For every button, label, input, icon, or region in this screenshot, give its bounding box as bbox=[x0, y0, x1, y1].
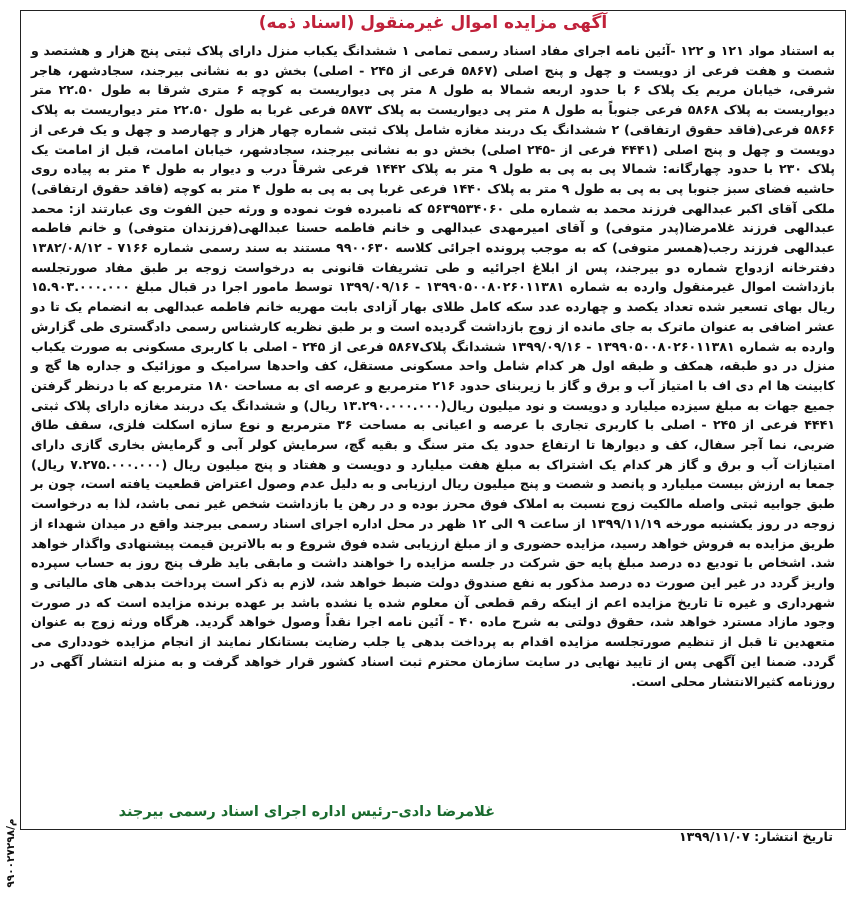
side-code-text: م/۹۹۰۰۲۷۲۹۸ bbox=[5, 818, 17, 888]
signature: غلامرضا دادی–رئیس اداره اجرای اسناد رسمی بیرجند bbox=[118, 804, 495, 820]
notice-title: آگهی مزایده اموال غیرمنقول (اسناد ذمه) bbox=[258, 13, 608, 33]
side-code bbox=[0, 818, 22, 888]
notice-frame bbox=[20, 10, 846, 844]
publication-date: تاریخ انتشار: ۱۳۹۹/۱۱/۰۷ bbox=[678, 829, 833, 844]
notice-body-paragraph: به استناد مواد ۱۲۱ و ۱۲۲ -آئین نامه اجرای مفاد اسناد رسمی تمامی ۱ ششدانگ یکباب منزل دارای پلاک ثبتی پنج هزار و هشتصد و شصت و هفت فرعی از دویست و چهل و پنج اصلی (۵۸۶۷ فرعی از ۲۴۵ - اصلی) بخش دو به نشانی بیرجند، سجادشهر، هاجر شرقی، خیابان مریم یک پلاک ۶ با حدود اربعه شمالا به طول ۸ متر پی دیواریست به کوچه ۶ متری شرقا به طول ۲۲.۵۰ متر دیواریست به پلاک ۵۸۶۸ فرعی جنوباً به طول ۸ متر پی دیواریست به پلاک ۵۸۷۳ فرعی غربا به طول ۲۲.۵۰ متر دیواریست به پلاک ۵۸۶۶ فرعی(فاقد حقوق ارتفاقی) ۲ ششدانگ یک دربند مغازه شامل پلاک ثبتی شماره چهار هزار و چهارصد و چهل و یک فرعی از دویست و چهل و پنج اصلی (۴۴۴۱ فرعی از -۲۴۵ اصلی) بخش دو به نشانی بیرجند، سجادشهر، خیابان امامت، قبل از امامت یک پلاک ۲۳۰ با حدود چهارگانه: شمالا پی به پی به طول ۹ متر به پلاک ۱۴۴۲ فرعی شرقاً درب و دیوار به طول ۴ متر به پیاده روی حاشیه فضای سبز جنوبا پی به پی به طول ۹ متر به پلاک ۱۴۴۰ فرعی غربا پی به پی به طول ۴ متر به کوچه (فاقد حقوق ارتفاقی) ملکی آقای اکبر عبدالهی فرزند محمد به شماره ملی ۵۶۳۹۵۳۴۰۶۰ که نامبرده فوت نموده و ورثه حین الفوت وی عبارتند از: محمد عبدالهی فرزند غلامرضا(پدر متوفی) و آقای امیرمهدی عبدالهی و خانم فاطمه حسنا عبدالهی(فرزندان متوفی) و خانم فاطمه عبدالهی فرزند رجب(همسر متوفی) که به موجب پرونده اجرائی کلاسه ۹۹۰۰۶۳۰ مستند به سند رسمی شماره ۷۱۶۶ - ۱۳۸۲/۰۸/۱۲ دفترخانه ازدواج شماره دو بیرجند، پس از ابلاغ اجرائیه و طی تشریفات قانونی به درخواست زوجه بر طبق مفاد صورتجلسه بازداشت اموال غیرمنقول وارده به شماره ۱۳۹۹۰۵۰۰۸۰۲۶۰۱۱۳۸۱ - ۱۳۹۹/۰۹/۱۶ توسط مامور اجرا در قبال مبلغ ۱۵.۹۰۳.۰۰۰.۰۰۰ ریال بهای تسعیر شده تعداد یکصد و چهارده عدد سکه کامل طلای بهار آزادی بابت مهریه خانم فاطمه عبدالهی به انضمام یک تا دو عشر اضافی به عنوان ماترک به جای مانده از زوج بازداشت گردیده است و بر طبق نظریه کارشناس رسمی دادگستری طی گزارش وارده به شماره ۱۳۹۹۰۵۰۰۸۰۲۶۰۱۱۳۸۱ - ۱۳۹۹/۰۹/۱۶ ششدانگ پلاک۵۸۶۷ فرعی از ۲۴۵ - اصلی با کاربری مسکونی به صورت یکباب منزل در دو طبقه، همکف و طبقه اول هر کدام شامل واحد مسکونی مستقل، کف واحدها سرامیک و موزائیک و جداره ها گچ و کابینت ها ام دی اف با امتیاز آب و برق و گاز با زیربنای حدود ۲۱۶ مترمربع و عرصه ای به مساحت ۱۸۰ مترمربع که با درنظر گرفتن جمیع جهات به مبلغ سیزده میلیارد و دویست و نود میلیون ریال(۱۳.۲۹۰.۰۰۰.۰۰۰ ریال) و ششدانگ یک دربند مغازه دارای پلاک ثبتی ۴۴۴۱ فرعی از ۲۴۵ - اصلی با کاربری تجاری با عرصه و اعیانی به مساحت ۳۶ مترمربع و نوع سازه اسکلت فلزی، سقف طاق ضربی، نما آجر سفال، کف و دیوارها تا ارتفاع حدود یک متر سنگ و بقیه گچ، سرمایش کولر آبی و گرمایش بخاری گازی دارای امتیازات آب و برق و گاز هر کدام یک اشتراک به مبلغ هفت میلیارد و دویست و هفتاد و پنج میلیون ریال (۷.۲۷۵.۰۰۰.۰۰۰ ریال) جمعا به ارزش بیست میلیارد و پانصد و شصت و پنج میلیون ریال ارزیابی و به دلیل عدم وصول اعتراض قطعیت یافته است، چون بر طبق جوابیه ثبتی واصله مالکیت زوج نسبت به املاک فوق محرز بوده و در رهن یا بازداشت شخص غیر نمی باشد، لذا به درخواست زوجه در روز یکشنبه مورخه ۱۳۹۹/۱۱/۱۹ از ساعت ۹ الی ۱۲ ظهر در محل اداره اجرای اسناد رسمی بیرجند واقع در میدان شهداء از طریق مزایده به فروش خواهد رسید، مزایده حضوری و از مبلغ ارزیابی شده فوق شروع و به بالاترین قیمت پیشنهادی واگذار خواهد شد. اشخاص با تودیع ده درصد مبلغ پایه حق شرکت در جلسه مزایده را خواهند داشت و مابقی باید ظرف پنج روز به حساب سپرده واریز گردد در غیر این صورت ده درصد مذکور به نفع صندوق دولت ضبط خواهد شد، لازم به ذکر است پرداخت بدهی های مالیاتی و شهرداری و غیره تا تاریخ مزایده اعم از اینکه رقم قطعی آن معلوم شده یا نشده باشد بر عهده برنده مزایده است که در صورت وجود مازاد مسترد خواهد شد، حقوق دولتی به شرح ماده ۴۰ - آئین نامه اجرا نقداً وصول خواهد گردید. هرگاه ورثه زوج به عنوان متعهدین تا قبل از تنظیم صورتجلسه مزایده اقدام به پرداخت بدهی یا جلب رضایت بستانکار نمایند از انجام مزایده خودداری می گردد. ضمنا این آگهی پس از تایید نهایی در سایت سازمان محترم ثبت اسناد کشور قرار خواهد گرفت و به منزله انتشار آگهی در روزنامه کثیرالانتشار محلی است. bbox=[31, 43, 836, 689]
notice-body bbox=[31, 41, 835, 691]
